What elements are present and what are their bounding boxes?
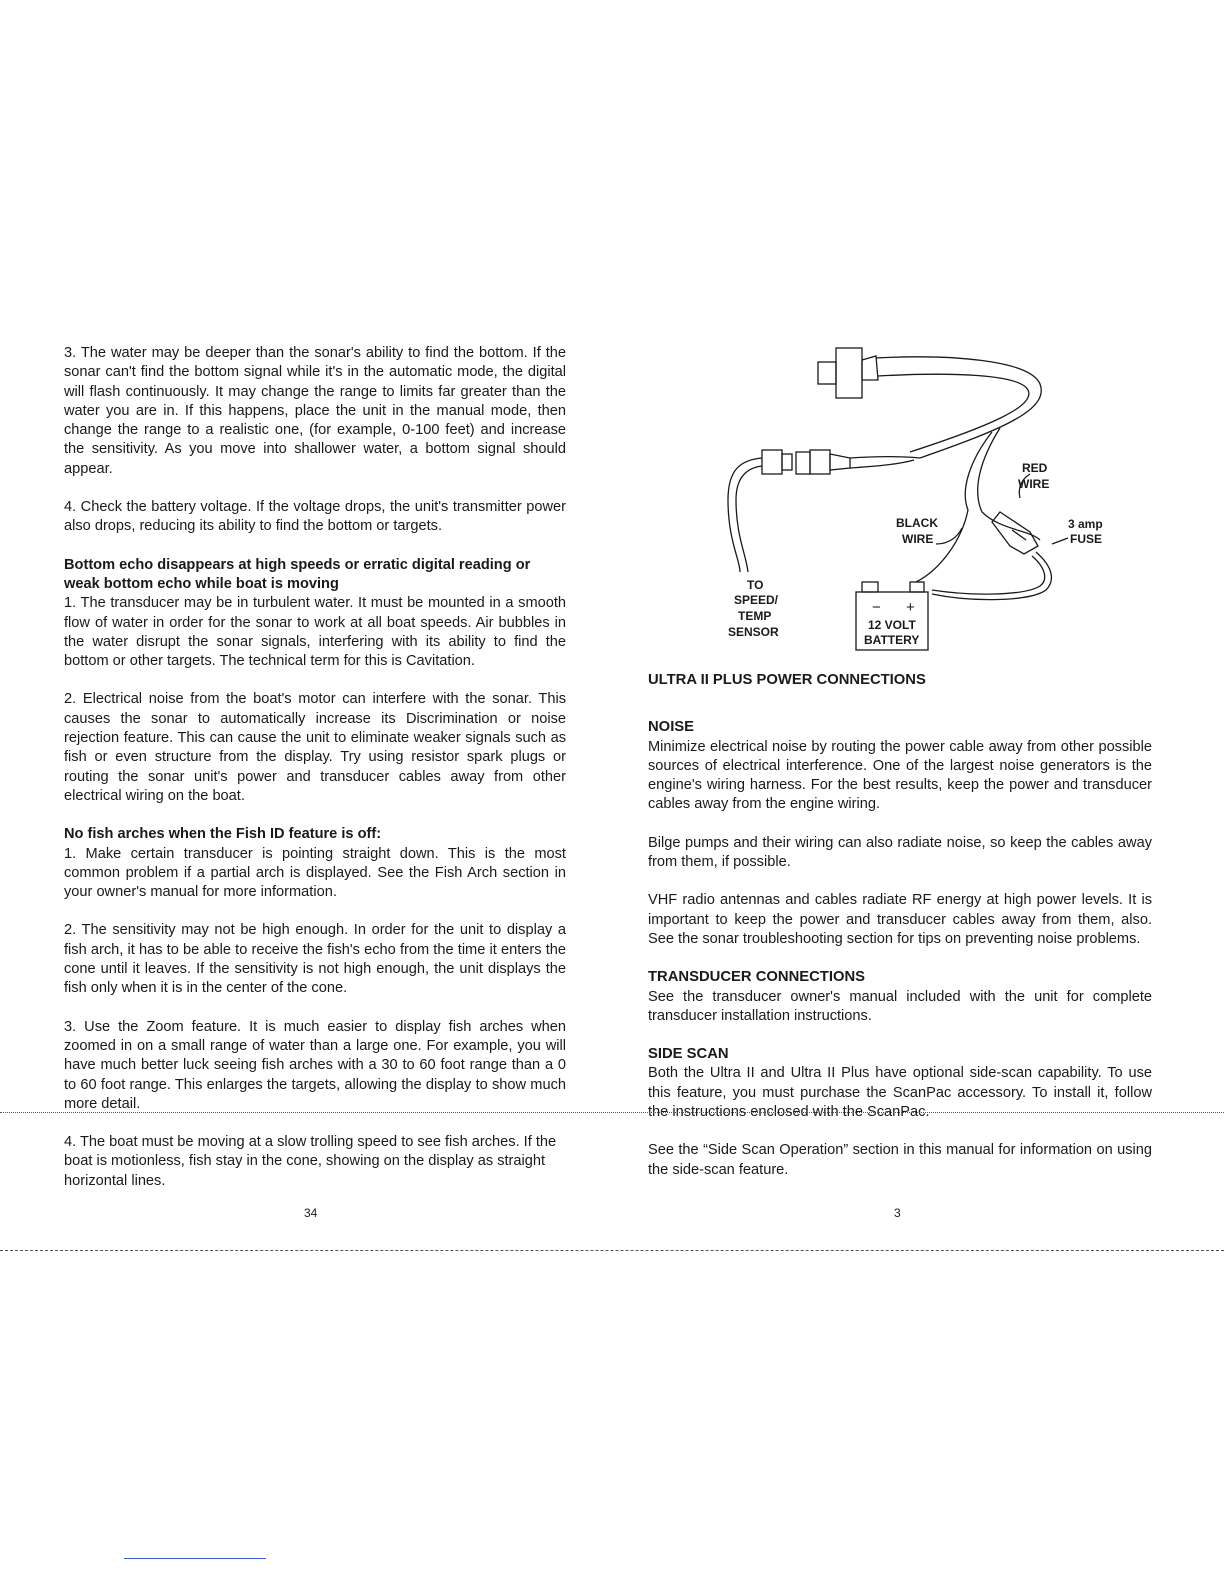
battery-terminal-positive [910, 582, 924, 592]
paragraph-noise-3: VHF radio antennas and cables radiate RF energy at high power levels. It is important to keep the power and transducer cables away from them, also. See the sonar troubleshooting section for tips on preventing noise problems. [648, 892, 1152, 947]
paragraph-noise-2: Bilge pumps and their wiring can also radiate noise, so keep the cables away from them, if possible. [648, 834, 1152, 871]
label-sensor-speed: SPEED/ [734, 593, 779, 607]
label-battery: BATTERY [864, 633, 920, 647]
label-black-wire: WIRE [902, 532, 934, 546]
fuse-holder [992, 512, 1038, 554]
paragraph-fish-arches-4: 4. The boat must be moving at a slow trolling speed to see fish arches. If the boat is motionless, fish stay in the cone, showing on the display as straight horizontal lines. [64, 1134, 557, 1189]
top-connector-taper [862, 356, 878, 380]
label-black: BLACK [896, 516, 938, 530]
heading-transducer-connections: TRANSDUCER CONNECTIONS [648, 969, 866, 986]
middle-connector-left [762, 450, 782, 474]
label-sensor-temp: TEMP [738, 609, 772, 623]
paragraph-item-4: 4. Check the battery voltage. If the voltage drops, the unit's transmitter power also drops, reducing its ability to find the bottom or targets. [64, 499, 566, 535]
label-red: RED [1022, 461, 1048, 475]
middle-connector-right [796, 452, 810, 474]
fuse-leader [1052, 538, 1068, 544]
paragraph-transducer: See the transducer owner's manual included with the unit for complete transducer installation instructions. [648, 988, 1152, 1024]
label-red-wire: WIRE [1018, 477, 1050, 491]
label-sensor-to: TO [747, 578, 764, 592]
label-fuse: FUSE [1070, 532, 1103, 546]
label-battery-voltage: 12 VOLT [868, 618, 916, 632]
paragraph-item-3: 3. The water may be deeper than the sonar's ability to find the bottom. If the sonar can't find the bottom signal while it's in the automatic mode, the digital will flash continuously. It may change the range to limits far greater than the water you are in. If this happens, place the unit in the manual mode, then change the range to a realistic one, (for example, 0-100 feet) and increase the sensitivity. As you move into shallower water, a bottom signal should appear. [64, 345, 566, 477]
left-page-number: 34 [304, 1206, 318, 1220]
right-page-number: 3 [894, 1206, 901, 1220]
paragraph-fish-arches-3: 3. Use the Zoom feature. It is much easier to display fish arches when zoomed in on a small range of water than a large one. For example, you will have much better luck seeing fish arches with a 30 to 60 foot range than a 0 to 60 foot range. This enlarges the targets, allowing the display to show much more detail. [64, 1018, 566, 1112]
label-battery-negative: − [872, 599, 881, 616]
page-bottom-rule [0, 1250, 1224, 1251]
blue-mark [124, 1558, 266, 1559]
right-page [648, 671, 1152, 1180]
black-wire-leader [936, 528, 962, 544]
top-connector-cap [818, 362, 836, 384]
label-sensor: SENSOR [728, 625, 779, 639]
heading-noise: NOISE [648, 719, 695, 736]
fold-line [0, 1112, 1224, 1113]
battery-terminal-negative [862, 582, 878, 592]
top-connector-body [836, 348, 862, 398]
label-fuse-amp: 3 amp [1068, 517, 1103, 531]
paragraph-side-scan-1: Both the Ultra II and Ultra II Plus have optional side-scan capability. To use this feature, you must purchase the ScanPac accessory. To install it, follow the instructions enclosed with the ScanPac. [648, 1065, 1152, 1121]
paragraph-side-scan-2: See the “Side Scan Operation” section in this manual for information on using the side-scan feature. [648, 1142, 1152, 1178]
label-battery-positive: + [906, 599, 915, 616]
paragraph-fish-arches-1: 1. Make certain transducer is pointing straight down. This is the most common problem if a partial arch is displayed. See the Fish Arch section in your owner's manual for more information. [64, 845, 566, 901]
paragraph-noise-1: Minimize electrical noise by routing the power cable away from other possible sources of electrical interference. One of the largest noise generators is the engine's wiring harness. For the best results, keep the power and transducer cables away from the engine wiring. [648, 738, 1152, 813]
paragraph-fish-arches-2: 2. The sensitivity may not be high enough. In order for the unit to display a fish arch, it has to be able to receive the fish's echo from the time it enters the cone until it leaves. If the sensitivity is not high enough, the unit displays the fish only when it is in the center of the cone. [64, 922, 566, 997]
paragraph-bottom-echo-2: 2. Electrical noise from the boat's motor can interfere with the sonar. This causes the sonar to automatically increase its Discrimination or noise rejection feature. This can cause the unit to eliminate weaker signals such as fish or even structure from the display. Try using resistor spark plugs or routing the sonar unit's power and transducer cables away from other electrical wiring on the boat. [64, 691, 566, 804]
left-page [64, 344, 566, 1191]
power-connection-diagram [700, 340, 1120, 660]
power-cable [876, 357, 1041, 458]
diagram-caption: ULTRA II PLUS POWER CONNECTIONS [648, 672, 926, 688]
paragraph-bottom-echo-1: 1. The transducer may be in turbulent water. It must be mounted in a smooth flow of water in order for the sonar to work at all boat speeds. Air bubbles in the water disrupt the sonar signals, interfering with its ability to find the bottom or other targets. The technical term for this is Cavitation. [64, 595, 566, 670]
heading-fish-arches: No fish arches when the Fish ID feature is off: [64, 826, 382, 843]
heading-side-scan: SIDE SCAN [648, 1046, 729, 1063]
heading-bottom-echo: Bottom echo disappears at high speeds or erratic digital reading or weak bottom echo while boat is moving [64, 556, 531, 592]
